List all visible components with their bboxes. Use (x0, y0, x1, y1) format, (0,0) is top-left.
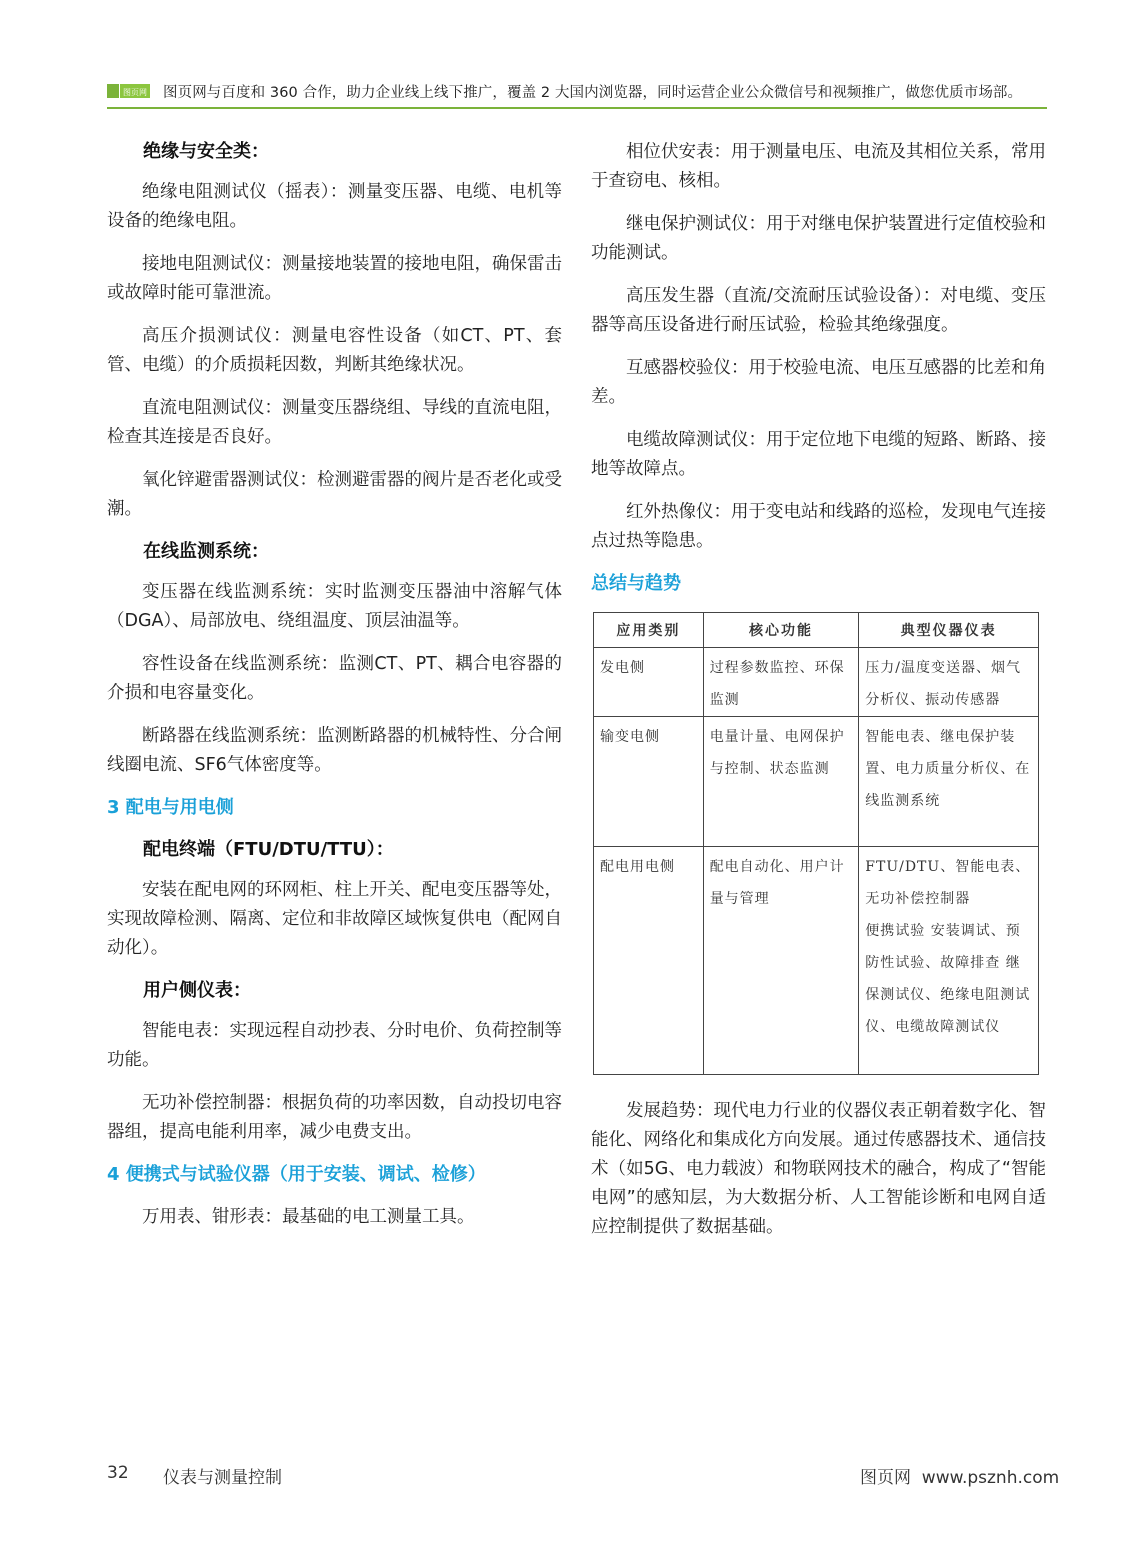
table-header-cell: 核心功能 (703, 613, 859, 648)
paragraph: 直流电阻测试仪：测量变压器绕组、导线的直流电阻，检查其连接是否良好。 (107, 398, 562, 447)
paragraph: 无功补偿控制器：根据负荷的功率因数，自动投切电容器组，提高电能利用率，减少电费支出。 (107, 1093, 562, 1142)
table-row (594, 847, 1039, 1075)
paragraph: 变压器在线监测系统：实时监测变压器油中溶解气体（DGA）、局部放电、绕组温度、顶层油温等。 (107, 582, 562, 631)
subhead-online-monitoring: 在线监测系统： (143, 541, 269, 562)
section-heading-3: 3 配电与用电侧 (107, 797, 234, 818)
paragraph: 互感器校验仪：用于校验电流、电压互感器的比差和角差。 (591, 358, 1046, 407)
paragraph: 高压发生器（直流/交流耐压试验设备）：对电缆、变压器等高压设备进行耐压试验，检验其绝缘强度。 (591, 286, 1046, 335)
table-cell: 发电侧 (594, 648, 704, 717)
paragraph: 高压介损测试仪：测量电容性设备（如CT、PT、套管、电缆）的介质损耗因数，判断其绝缘状况。 (107, 326, 562, 375)
page-number: 32 (107, 1463, 129, 1483)
paragraph: 容性设备在线监测系统：监测CT、PT、耦合电容器的介损和电容量变化。 (107, 654, 562, 703)
paragraph: 安装在配电网的环网柜、柱上开关、配电变压器等处，实现故障检测、隔离、定位和非故障区域恢复供电（配网自动化）。 (107, 880, 562, 958)
table-cell: 智能电表、继电保护装置、电力质量分析仪、在线监测系统 (859, 717, 1039, 847)
table-cell: 过程参数监控、环保监测 (703, 648, 859, 717)
table-header-cell: 应用类别 (594, 613, 704, 648)
paragraph: 断路器在线监测系统：监测断路器的机械特性、分合闸线圈电流、SF6气体密度等。 (107, 726, 562, 775)
paragraph: 红外热像仪：用于变电站和线路的巡检，发现电气连接点过热等隐患。 (591, 502, 1046, 551)
table-cell: 压力/温度变送器、烟气分析仪、振动传感器 (859, 648, 1039, 717)
table-cell: 电量计量、电网保护与控制、状态监测 (703, 717, 859, 847)
table-row (594, 648, 1039, 717)
paragraph: 万用表、钳形表：最基础的电工测量工具。 (142, 1207, 475, 1227)
journal-name: 仪表与测量控制 (163, 1468, 282, 1488)
site-url: 图页网 www.psznh.com (860, 1468, 1060, 1488)
table-cell (859, 847, 1039, 1075)
paragraph: 电缆故障测试仪：用于定位地下电缆的短路、断路、接地等故障点。 (591, 430, 1046, 479)
section-heading-summary: 总结与趋势 (591, 573, 681, 594)
right-column (591, 138, 1046, 1256)
table-header-cell: 典型仪器仪表 (859, 613, 1039, 648)
table-header-row (594, 613, 1039, 648)
paragraph: 接地电阻测试仪：测量接地装置的接地电阻，确保雷击或故障时能可靠泄流。 (107, 254, 562, 303)
summary-table (593, 612, 1039, 1075)
subhead-distribution-terminal: 配电终端（FTU/DTU/TTU）： (143, 839, 394, 860)
paragraph: 相位伏安表：用于测量电压、电流及其相位关系，常用于查窃电、核相。 (591, 142, 1046, 191)
paragraph: 绝缘电阻测试仪（摇表）：测量变压器、电缆、电机等设备的绝缘电阻。 (107, 182, 562, 231)
subhead-insulation: 绝缘与安全类： (143, 141, 269, 162)
paragraph: 继电保护测试仪：用于对继电保护装置进行定值校验和功能测试。 (591, 214, 1046, 263)
svg-text:图页网: 图页网 (123, 88, 147, 97)
subhead-user-meters: 用户侧仪表： (143, 980, 251, 1001)
paragraph: 智能电表：实现远程自动抄表、分时电价、负荷控制等功能。 (107, 1021, 562, 1070)
table-cell: 输变电侧 (594, 717, 704, 847)
table-cell-text: FTU/DTU、智能电表、无功补偿控制器 (865, 859, 1031, 907)
section-heading-4: 4 便携式与试验仪器（用于安装、调试、检修） (107, 1164, 486, 1185)
paragraph: 发展趋势：现代电力行业的仪器仪表正朝着数字化、智能化、网络化和集成化方向发展。通过传感器技术、通信技术（如5G、电力载波）和物联网技术的融合，构成了“智能电网”的感知层，为大数据分析、人工智能诊断和电网自适应控制提供了数据基础。 (591, 1101, 1046, 1237)
paragraph: 氧化锌避雷器测试仪：检测避雷器的阀片是否老化或受潮。 (107, 470, 562, 519)
table-cell-text: 便携试验 安装调试、预防性试验、故障排查 继保测试仪、绝缘电阻测试仪、电缆故障测试仪 (865, 923, 1031, 1035)
logo-icon (107, 82, 151, 102)
left-column (107, 138, 562, 1246)
header-text: 图页网与百度和 360 合作，助力企业线上线下推广，覆盖 2 大国内浏览器，同时运营企业公众微信号和视频推广，做您优质市场部。 (163, 85, 1023, 101)
table-row (594, 717, 1039, 847)
page-header (107, 79, 1047, 109)
table-cell: 配电用电侧 (594, 847, 704, 1075)
table-cell: 配电自动化、用户计量与管理 (703, 847, 859, 1075)
